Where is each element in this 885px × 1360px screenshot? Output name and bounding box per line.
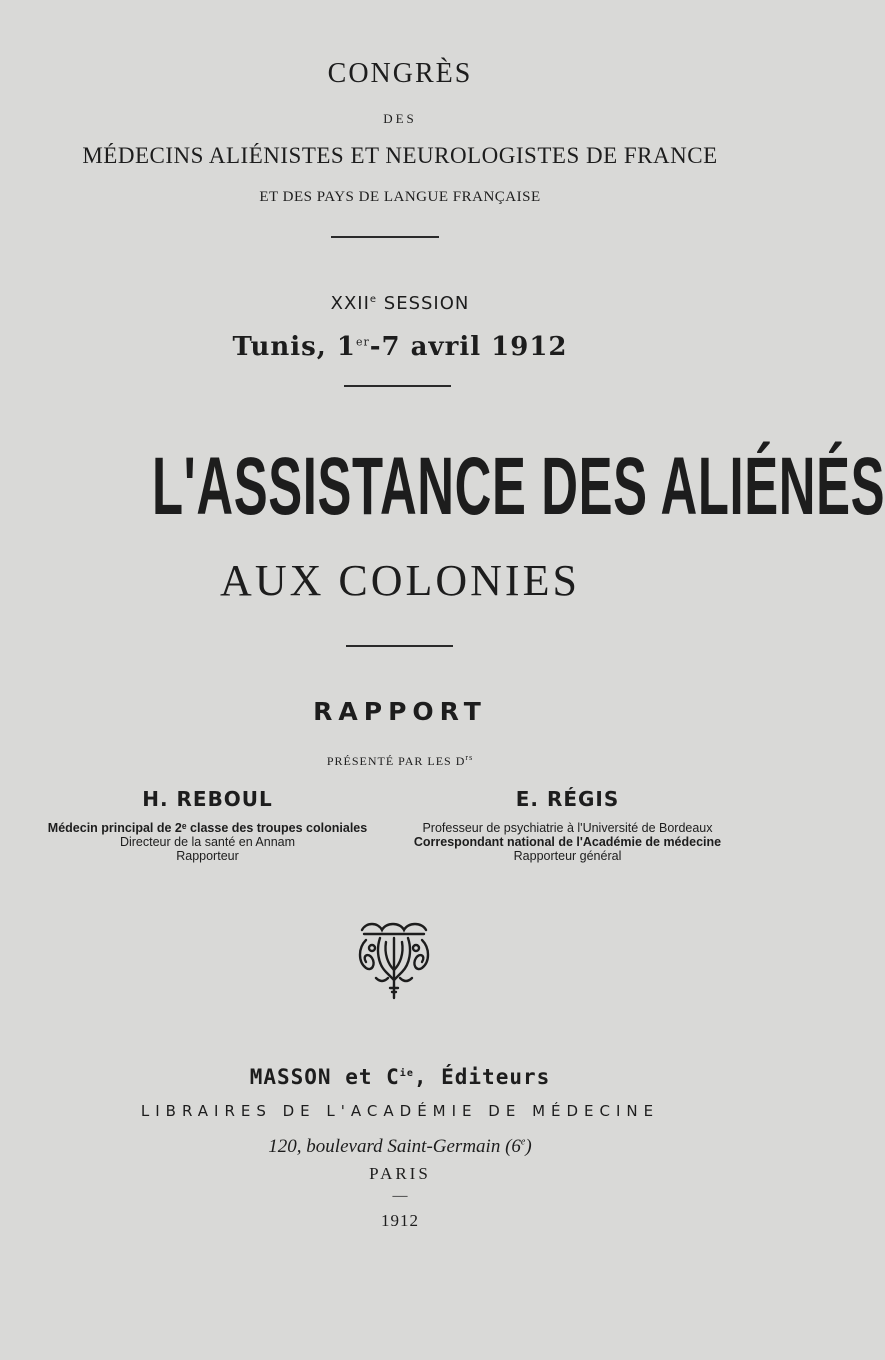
congress-subname: ET DES PAYS DE LANGUE FRANÇAISE <box>259 189 541 205</box>
publisher-name-text: MASSON et C <box>249 1065 400 1089</box>
session-line <box>0 293 800 314</box>
divider-2 <box>344 385 451 387</box>
subtitle: AUX COLONIES <box>220 556 580 605</box>
author-credential: Correspondant national de l'Académie de médecine <box>413 835 722 849</box>
session-dates: -7 avril 1912 <box>369 332 568 362</box>
divider-1 <box>331 236 439 238</box>
author-regis <box>395 787 740 863</box>
author-credential: Rapporteur général <box>513 849 622 863</box>
publisher-address-sup: e <box>520 1136 526 1148</box>
author-reboul <box>40 787 375 863</box>
session-label: SESSION <box>383 293 470 314</box>
presented-by <box>0 753 800 769</box>
publisher-city: PARIS <box>369 1164 431 1183</box>
author-name: E. RÉGIS <box>515 787 620 811</box>
session-number-sup: e <box>369 294 378 305</box>
author-name: H. REBOUL <box>142 787 273 811</box>
publisher-address-text: 120, boulevard Saint-Germain (6 <box>268 1136 521 1157</box>
publication-year: 1912 <box>381 1211 419 1230</box>
author-credential: Directeur de la santé en Annam <box>119 835 296 849</box>
publisher-monogram-icon <box>356 920 432 1000</box>
congress-name: MÉDECINS ALIÉNISTES ET NEUROLOGISTES DE FRANCE <box>82 143 718 168</box>
city-dash: — <box>392 1188 408 1204</box>
des-text: DES <box>383 111 417 126</box>
publisher-name-sup: ie <box>399 1068 414 1079</box>
session-city: Tunis, 1 <box>232 332 356 362</box>
congres-heading: CONGRÈS <box>327 58 473 89</box>
author-credential: Médecin principal de 2ᵉ classe des troupes coloniales <box>47 821 368 835</box>
presented-by-text: PRÉSENTÉ PAR LES D <box>326 754 466 768</box>
main-title: L'ASSISTANCE DES ALIÉNÉS <box>152 441 885 532</box>
publisher-libraires: LIBRAIRES DE L'ACADÉMIE DE MÉDECINE <box>140 1102 660 1120</box>
rapport-heading: RAPPORT <box>313 697 487 726</box>
publisher-address <box>0 1136 800 1158</box>
divider-3 <box>346 645 453 647</box>
session-date-sup: er <box>355 335 370 349</box>
publisher-name-end: , Éditeurs <box>413 1065 551 1089</box>
author-credential: Professeur de psychiatrie à l'Université de Bordeaux <box>422 821 713 835</box>
session-number: XXII <box>330 293 370 314</box>
session-date <box>0 332 800 362</box>
author-credential: Rapporteur <box>176 849 239 863</box>
publisher-name <box>0 1065 800 1089</box>
presented-by-sup: rs <box>465 753 474 762</box>
publisher-address-end: ) <box>525 1136 532 1157</box>
